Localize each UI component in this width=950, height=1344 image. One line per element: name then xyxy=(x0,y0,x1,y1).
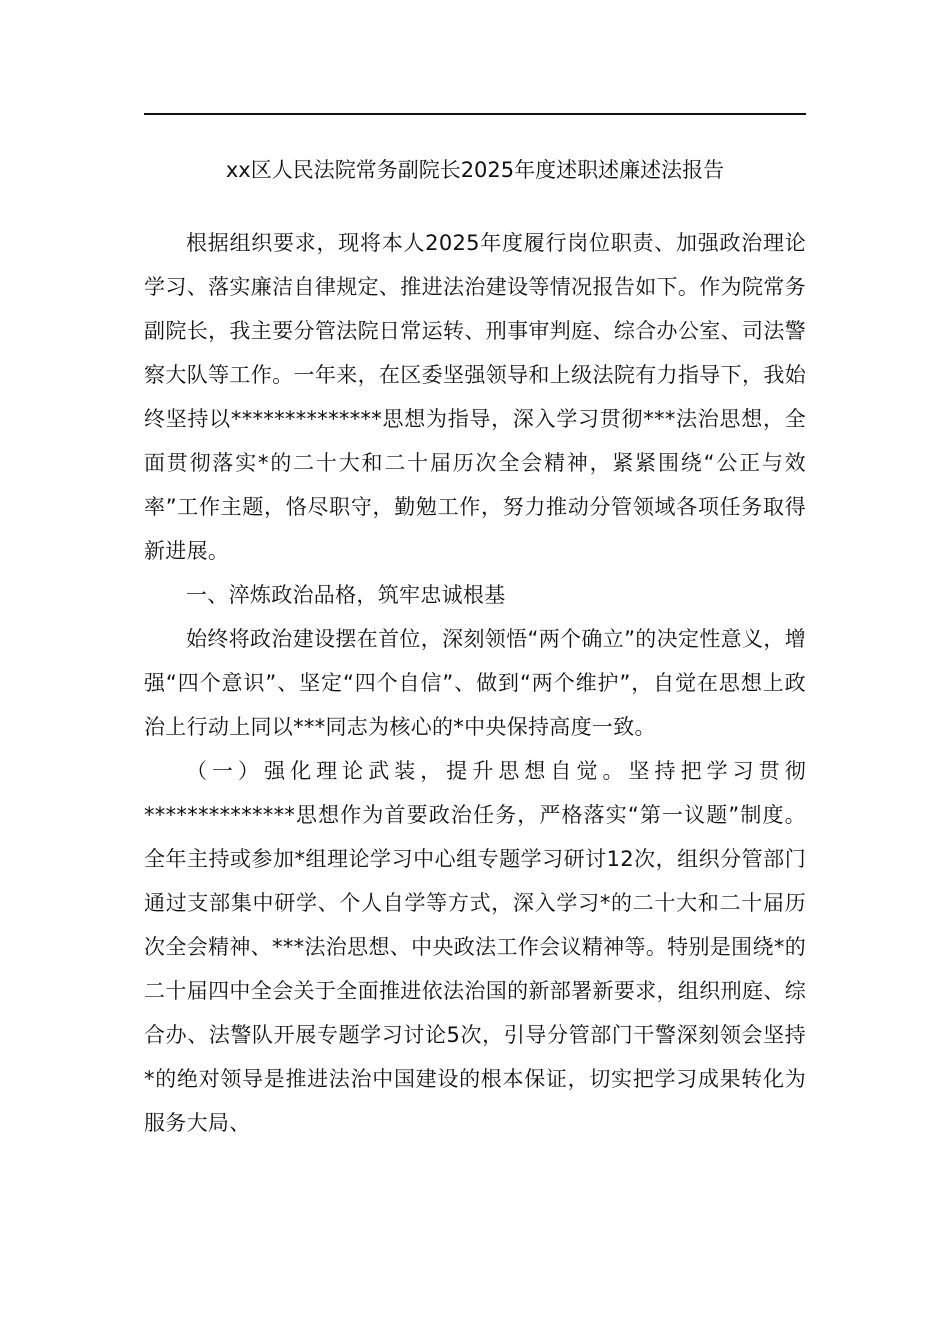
document-body xyxy=(144,221,806,1145)
header-rule xyxy=(144,113,806,115)
section-1-paragraph: 始终将政治建设摆在首位，深刻领悟“两个确立”的决定性意义，增强“四个意识”、坚定“四个自信”、做到“两个维护”，自觉在思想上政治上行动上同以***同志为核心的*中央保持高度一致。 xyxy=(144,627,806,739)
document-title: xx区人民法院常务副院长2025年度述职述廉述法报告 xyxy=(225,158,725,182)
subsection-1-paragraph: （一）强化理论武装，提升思想自觉。坚持把学习贯彻**************思想作为首要政治任务，严格落实“第一议题”制度。全年主持或参加*组理论学习中心组专题学习研讨12次，组织分管部门通过支部集中研学、个人自学等方式，深入学习*的二十大和二十届历次全会精神、***法治思想、中央政法工作会议精神等。特别是围绕*的二十届四中全会关于全面推进依法治国的新部署新要求，组织刑庭、综合办、法警队开展专题学习讨论5次，引导分管部门干警深刻领会坚持*的绝对领导是推进法治中国建设的根本保证，切实把学习成果转化为服务大局、 xyxy=(144,759,806,1135)
intro-paragraph: 根据组织要求，现将本人2025年度履行岗位职责、加强政治理论学习、落实廉洁自律规定、推进法治建设等情况报告如下。作为院常务副院长，我主要分管法院日常运转、刑事审判庭、综合办公室、司法警察大队等工作。一年来，在区委坚强领导和上级法院有力指导下，我始终坚持以**************思想为指导，深入学习贯彻***法治思想，全面贯彻落实*的二十大和二十届历次全会精神，紧紧围绕“公正与效率”工作主题，恪尽职守，勤勉工作，努力推动分管领域各项任务取得新进展。 xyxy=(144,231,806,563)
section-heading-1: 一、淬炼政治品格，筑牢忠诚根基 xyxy=(186,583,506,607)
